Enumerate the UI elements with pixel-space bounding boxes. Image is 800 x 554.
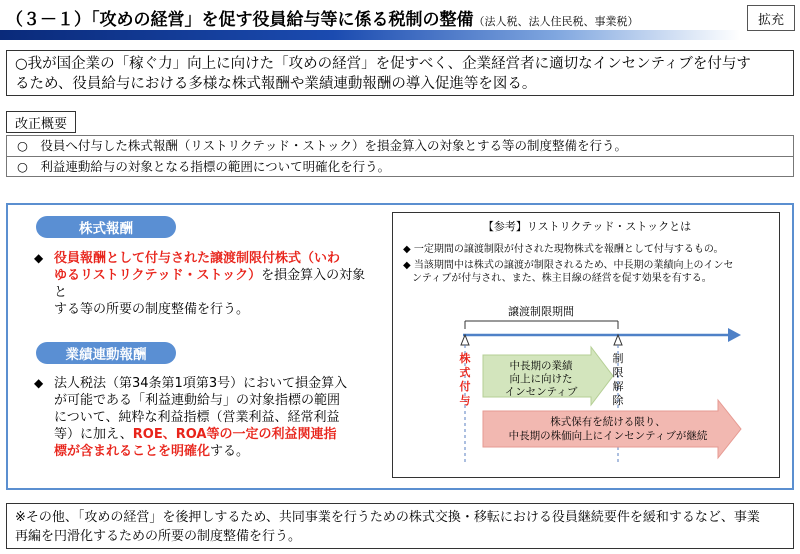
reference-title: 【参考】リストリクテッド・ストックとは	[482, 220, 692, 233]
performance-line-4-plain: 等）に加え、	[54, 427, 133, 442]
page-title-subtitle: （法人税、法人住民税、事業税）	[473, 15, 639, 28]
stock-line-2-rest: を損金算入の対象と	[54, 268, 366, 300]
stock-bullet-block	[34, 250, 374, 318]
diamond-bullet-icon: ◆	[34, 251, 44, 265]
purpose-box	[6, 50, 794, 96]
period-label: 譲渡制限期間	[508, 305, 574, 318]
incentive-arrow-line-2: 向上に向けた	[509, 373, 573, 385]
performance-line-3: について、純粋な利益指標（営業利益、経常利益	[54, 410, 340, 425]
continuing-incentive-arrow	[483, 400, 741, 458]
footer-note-box	[6, 503, 794, 549]
revision-label: 改正概要	[6, 111, 76, 133]
title-bar	[0, 0, 740, 40]
release-char-4: 除	[612, 394, 624, 407]
page-title	[6, 5, 639, 30]
release-marker-icon	[614, 335, 622, 345]
timeline-arrowhead-icon	[728, 328, 741, 342]
performance-line-4-red: ROE、ROA等の一定の利益関連指	[132, 427, 337, 442]
footer-line-1: ※その他、「攻めの経営」を後押しするため、共同事業を行うための株式交換・移転における役員継続要件を緩和するなど、事業	[15, 510, 760, 525]
restricted-stock-diagram	[393, 213, 781, 479]
footer-line-2: 再編を円滑化するための所要の制度整備を行う。	[15, 529, 302, 544]
performance-bullet-block	[34, 375, 379, 460]
reference-note-2a: ◆ 当該期間中は株式の譲渡が制限されるため、中長期の業績向上のインセ	[403, 260, 734, 271]
grant-char-1: 株	[459, 352, 471, 365]
title-underline	[0, 30, 740, 40]
continuing-arrow-line-1: 株式保有を続ける限り、	[550, 416, 666, 428]
reference-note-2b: ンティブが付与され、また、株主目線の経営を促す効果を有する。	[412, 273, 712, 284]
reference-box	[392, 212, 780, 478]
stock-line-3: する等の所要の制度整備を行う。	[54, 302, 250, 317]
release-char-3: 解	[612, 380, 624, 393]
revision-item-index: ○ 利益連動給与の対象となる指標の範囲について明確化を行う。	[6, 156, 794, 177]
grant-char-3: 付	[459, 380, 471, 393]
grant-marker-icon	[461, 335, 469, 345]
revision-list	[6, 135, 794, 177]
performance-line-1: 法人税法（第34条第1項第3号）において損金算入	[54, 376, 348, 391]
purpose-line-1: ○我が国企業の「稼ぐ力」向上に向けた「攻めの経営」を促すべく、企業経営者に適切なインセンティブを付与す	[15, 56, 751, 72]
release-char-1: 制	[612, 352, 624, 365]
stock-red-line-1: 役員報酬として付与された譲渡制限付株式（いわ	[54, 251, 341, 266]
incentive-arrow-line-1: 中長期の業績	[509, 360, 573, 372]
purpose-line-2: るため、役員給与における多様な株式報酬や業績連動報酬の導入促進等を図る。	[15, 76, 537, 92]
continuing-arrow-line-2: 中長期の株価向上にインセンティブが継続	[508, 430, 708, 442]
performance-line-5-plain: する。	[210, 444, 250, 459]
diamond-bullet-icon: ◆	[34, 376, 44, 390]
revision-item-stock: ○ 役員へ付与した株式報酬（リストリクテッド・ストック）を損金算入の対象とする等の制度整備を行う。	[6, 135, 794, 156]
grant-char-2: 式	[459, 366, 471, 379]
performance-line-5-red: 標が含まれることを明確化	[54, 444, 211, 459]
stock-heading: 株式報酬	[36, 216, 176, 238]
performance-line-2: が可能である「利益連動給与」の対象指標の範囲	[54, 393, 341, 408]
release-char-2: 限	[612, 366, 624, 379]
page-title-main: （３－１）「攻めの経営」を促す役員給与等に係る税制の整備	[6, 10, 474, 30]
incentive-arrow-line-3: インセンティブ	[504, 386, 578, 398]
stock-red-line-2: ゆるリストリクテッド・ストック）	[54, 268, 262, 283]
reference-note-1: ◆ 一定期間の譲渡制限が付された現物株式を報酬として付与するもの。	[403, 244, 724, 255]
performance-heading: 業績連動報酬	[36, 342, 176, 364]
grant-char-4: 与	[459, 394, 471, 407]
expansion-badge: 拡充	[747, 5, 795, 31]
